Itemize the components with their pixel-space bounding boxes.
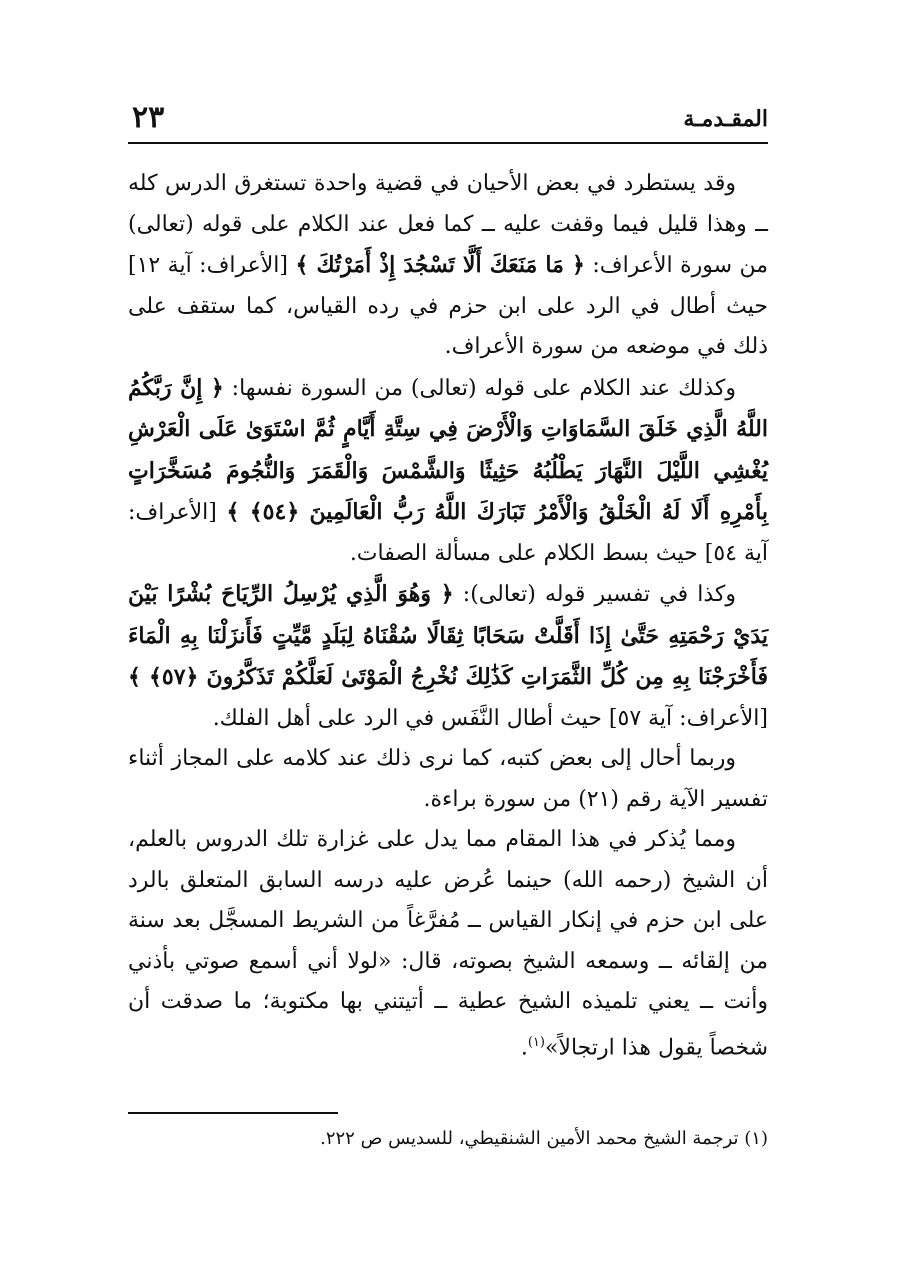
- footnote-marker: (١): [527, 1034, 545, 1050]
- paragraph-text: ومما يُذكر في هذا المقام مما يدل على غزارة تلك الدروس بالعلم، أن الشيخ (رحمه الله) حينما عُرض عليه درسه السابق المتعلق بالرد على ابن حزم في إنكار القياس ــ مُفرَّغاً من الشريط المسجَّل بعد سنة من إلقائه ــ وسمعه الشيخ بصوته، قال: «لولا أني أسمع صوتي بأذني وأنت ــ يعني تلميذه الشيخ عطية ــ أتيتني بها مكتوبة؛ ما صدقت أن شخصاً يقول هذا ارتجالاً»: [128, 827, 768, 1060]
- footnote-divider: [128, 1112, 338, 1114]
- paragraph: [128, 820, 768, 1068]
- paragraph-text: وكذا في تفسير قوله (تعالى):: [453, 582, 737, 607]
- paragraph-text: وكذلك عند الكلام على قوله (تعالى) من السورة نفسها:: [223, 375, 737, 401]
- paragraph-text: .: [520, 1034, 528, 1060]
- page-body: [128, 164, 768, 1068]
- paragraph: [128, 164, 768, 368]
- paragraph-text: [الأعراف: آية ٥٤] حيث بسط الكلام على مسألة الصفات.: [128, 500, 768, 566]
- page-number: ٢٣: [132, 100, 165, 135]
- paragraph: [128, 739, 768, 820]
- quran-verse: ﴿ وَهُوَ الَّذِي يُرْسِلُ الرِّيَاحَ بُشْرًا بَيْنَ يَدَيْ رَحْمَتِهِ حَتَّىٰ إِذَا أَقَلَّتْ سَحَابًا ثِقَالًا سُقْنَاهُ لِبَلَدٍ مَّيِّتٍ فَأَنزَلْنَا بِهِ الْمَاءَ فَأَخْرَجْنَا بِهِ مِن كُلِّ الثَّمَرَاتِ كَذَٰلِكَ نُخْرِجُ الْمَوْتَىٰ لَعَلَّكُمْ تَذَكَّرُونَ ﴿٥٧﴾ ﴾: [128, 581, 768, 690]
- paragraph-text: [الأعراف: آية ٥٧] حيث أطال النَّفَس في الرد على أهل الفلك.: [212, 705, 768, 731]
- paragraph: [128, 574, 768, 739]
- paragraph-text: وقد يستطرد في بعض الأحيان في قضية واحدة تستغرق الدرس كله ــ وهذا قليل فيما وقفت عليه ــ كما فعل عند الكلام على قوله (تعالى) من سورة الأعراف:: [128, 171, 768, 278]
- book-page: [128, 100, 768, 1220]
- chapter-title: المقـدمـة: [683, 106, 768, 132]
- paragraph-text: [الأعراف: آية ١٢] حيث أطال في الرد على ابن حزم في رده القياس، كما ستقف على ذلك في موضعه من سورة الأعراف.: [128, 253, 768, 359]
- quran-verse: ﴿ مَا مَنَعَكَ أَلَّا تَسْجُدَ إِذْ أَمَرْتُكَ ﴾: [295, 252, 585, 278]
- paragraph: [128, 368, 768, 575]
- quran-verse: ﴿ إِنَّ رَبَّكُمُ اللَّهُ الَّذِي خَلَقَ السَّمَاوَاتِ وَالْأَرْضَ فِي سِتَّةِ أَيَّامٍ ثُمَّ اسْتَوَىٰ عَلَى الْعَرْشِ يُغْشِي اللَّيْلَ النَّهَارَ يَطْلُبُهُ حَثِيثًا وَالشَّمْسَ وَالْقَمَرَ وَالنُّجُومَ مُسَخَّرَاتٍ بِأَمْرِهِ أَلَا لَهُ الْخَلْقُ وَالْأَمْرُ تَبَارَكَ اللَّهُ رَبُّ الْعَالَمِينَ ﴿٥٤﴾ ﴾: [128, 374, 768, 525]
- footnote: (١) ترجمة الشيخ محمد الأمين الشنقيطي، للسديس ص ٢٢٢.: [320, 1128, 768, 1149]
- page-header: [128, 100, 768, 144]
- paragraph-text: وربما أحال إلى بعض كتبه، كما نرى ذلك عند كلامه على المجاز أثناء تفسير الآية رقم (٢١) من سورة براءة.: [128, 746, 768, 812]
